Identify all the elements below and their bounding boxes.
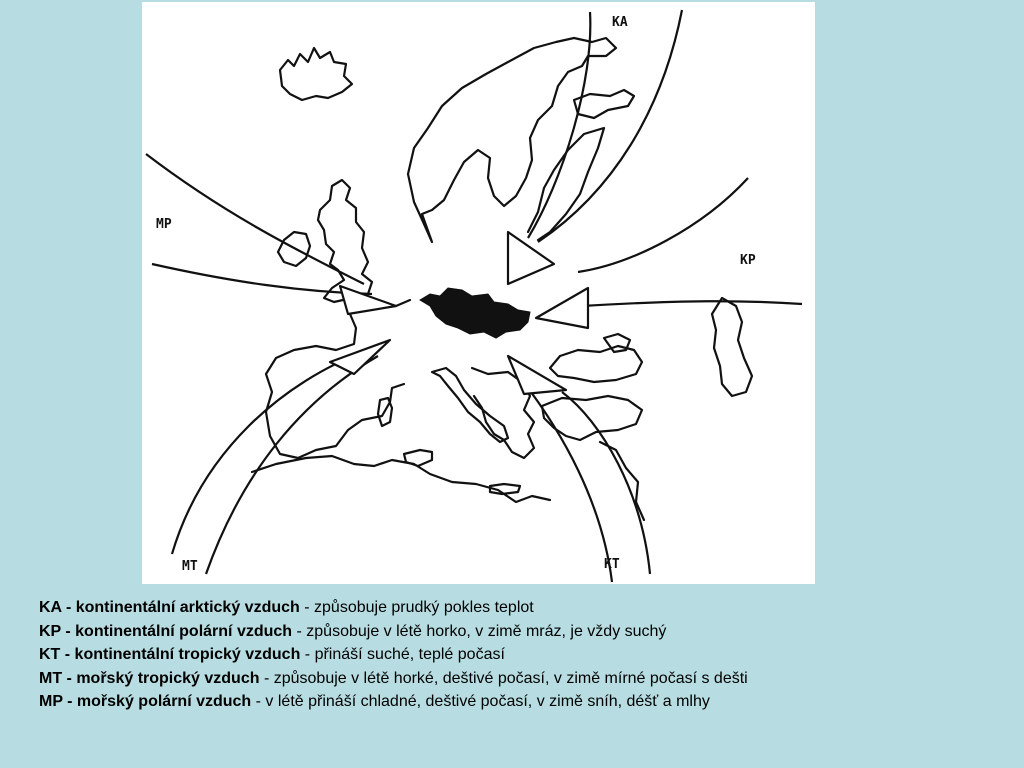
finland-outline — [528, 128, 604, 240]
legend-desc-kp: způsobuje v létě horko, v zimě mráz, je vždy suchý — [306, 622, 667, 640]
legend-desc-mp: v létě přináší chladné, deštivé počasí, v zimě sníh, déšť a mlhy — [265, 693, 710, 711]
ka-curve-1 — [528, 12, 590, 238]
label-kp: KP — [740, 253, 756, 268]
kp-curve-1 — [578, 178, 748, 272]
legend-term-ka: KA - kontinentální arktický vzduch — [39, 599, 300, 616]
legend-sep-kp: - — [292, 622, 307, 640]
legend-term-mp: MP - mořský polární vzduch — [39, 693, 252, 711]
europe-map-drawing — [142, 2, 815, 584]
legend-term-kp: KP - kontinentální polární vzduch — [39, 622, 293, 640]
kp-arrowhead — [536, 288, 588, 328]
legend-item-ka — [39, 596, 999, 620]
turkey-outline — [542, 396, 642, 440]
legend-term-kt: KT - kontinentální tropický vzduch — [39, 646, 301, 664]
kt-curve-1 — [522, 380, 612, 582]
mt-arrowhead — [330, 340, 390, 374]
legend-desc-ka: způsobuje prudký pokles teplot — [314, 599, 534, 616]
label-ka: KA — [612, 15, 628, 30]
legend-sep-kt: - — [300, 646, 315, 664]
italy-outline — [432, 368, 508, 442]
label-mt: MT — [182, 559, 198, 574]
ka-curve-2 — [538, 10, 682, 242]
legend-sep-mp: - — [251, 693, 266, 711]
label-mp: MP — [156, 217, 172, 232]
legend-item-kt — [39, 643, 999, 667]
continent-west-coast — [266, 300, 410, 458]
air-masses-map — [142, 2, 815, 584]
legend-sep-mt: - — [259, 669, 274, 687]
legend-term-mt: MT - mořský tropický vzduch — [39, 669, 260, 687]
scandinavia-outline — [408, 38, 616, 242]
caspian-outline — [712, 298, 752, 396]
legend-item-kp — [39, 620, 999, 644]
czech-republic-shape — [420, 288, 530, 338]
kp-curve-2 — [582, 301, 802, 306]
ka-arrowhead — [508, 232, 554, 284]
legend-item-mt — [39, 667, 999, 691]
iceland-outline — [280, 48, 352, 100]
label-kt: KT — [604, 557, 620, 572]
legend-desc-kt: přináší suché, teplé počasí — [314, 646, 505, 664]
north-africa-coast — [252, 456, 550, 502]
legend-item-mp — [39, 690, 999, 714]
mp-curve-2 — [152, 264, 372, 294]
legend-desc-mt: způsobuje v létě horké, deštivé počasí, v zimě mírné počasí s dešti — [273, 669, 748, 687]
black-sea-outline — [550, 346, 642, 382]
mp-arrowhead — [340, 286, 396, 314]
legend-sep-ka: - — [299, 599, 315, 616]
legend — [39, 596, 999, 714]
